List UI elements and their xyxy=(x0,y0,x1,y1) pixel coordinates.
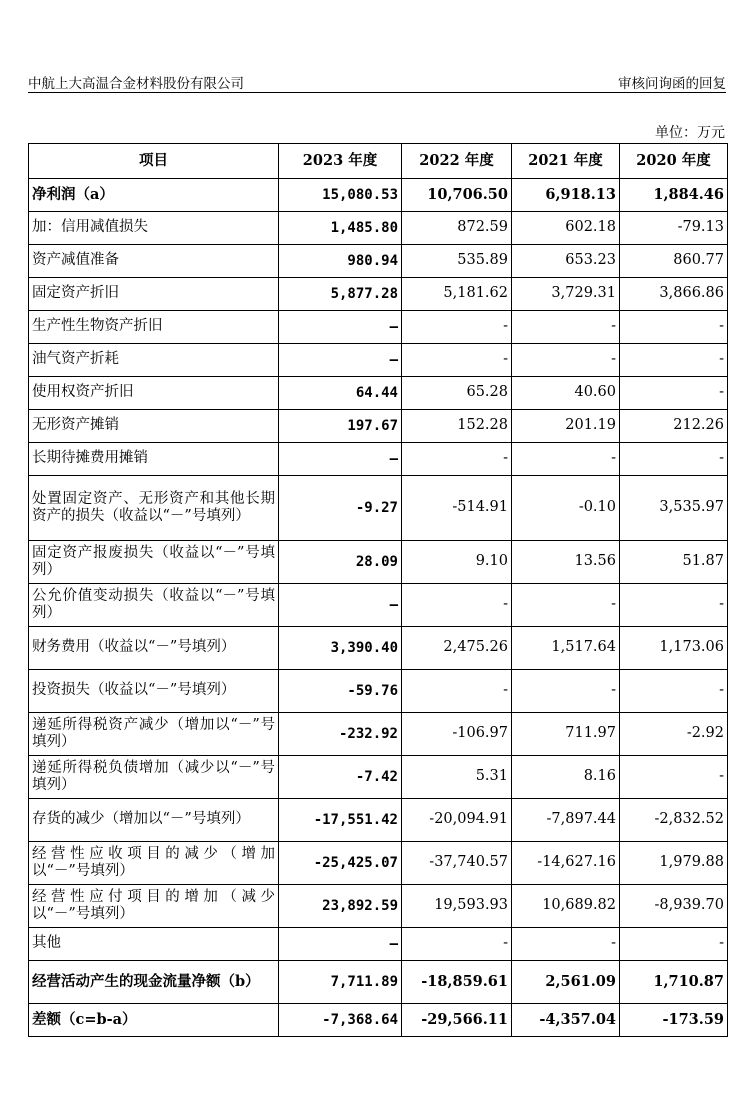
value-2020: -79.13 xyxy=(620,212,728,245)
table-row xyxy=(29,278,728,311)
value-2020: 3,866.86 xyxy=(620,278,728,311)
table-row xyxy=(29,928,728,961)
value-2021: -4,357.04 xyxy=(512,1004,620,1037)
value-2023: – xyxy=(279,443,402,476)
value-2020: - xyxy=(620,377,728,410)
value-2020: 1,884.46 xyxy=(620,179,728,212)
page-header xyxy=(28,72,726,93)
value-2023: 23,892.59 xyxy=(279,885,402,928)
value-2023: 64.44 xyxy=(279,377,402,410)
table-row xyxy=(29,584,728,627)
value-2023: 3,390.40 xyxy=(279,627,402,670)
value-2021: 201.19 xyxy=(512,410,620,443)
row-label: 固定资产报废损失（收益以“－”号填列） xyxy=(29,541,279,584)
unit-label: 单位：万元 xyxy=(655,125,725,141)
value-2021: -0.10 xyxy=(512,476,620,541)
row-label: 投资损失（收益以“－”号填列） xyxy=(29,670,279,713)
table-row xyxy=(29,410,728,443)
document-title: 审核问询函的回复 xyxy=(618,76,726,92)
cash-flow-reconciliation-table xyxy=(28,143,728,1037)
value-2020: - xyxy=(620,443,728,476)
value-2022: 5,181.62 xyxy=(402,278,512,311)
table-row xyxy=(29,1004,728,1037)
table-header-row xyxy=(29,144,728,179)
table-row xyxy=(29,212,728,245)
value-2023: -7.42 xyxy=(279,756,402,799)
value-2020: - xyxy=(620,928,728,961)
value-2021: - xyxy=(512,584,620,627)
value-2020: - xyxy=(620,756,728,799)
row-label: 资产减值准备 xyxy=(29,245,279,278)
row-label: 存货的减少（增加以“－”号填列） xyxy=(29,799,279,842)
value-2021: 711.97 xyxy=(512,713,620,756)
value-2023: 7,711.89 xyxy=(279,961,402,1004)
value-2023: 980.94 xyxy=(279,245,402,278)
value-2020: -2,832.52 xyxy=(620,799,728,842)
value-2023: -232.92 xyxy=(279,713,402,756)
value-2020: - xyxy=(620,670,728,713)
row-label: 其他 xyxy=(29,928,279,961)
value-2023: – xyxy=(279,344,402,377)
value-2022: - xyxy=(402,584,512,627)
value-2022: -18,859.61 xyxy=(402,961,512,1004)
value-2021: - xyxy=(512,928,620,961)
row-label: 生产性生物资产折旧 xyxy=(29,311,279,344)
value-2023: 28.09 xyxy=(279,541,402,584)
company-name: 中航上大高温合金材料股份有限公司 xyxy=(28,76,244,92)
value-2020: 1,979.88 xyxy=(620,842,728,885)
value-2022: - xyxy=(402,344,512,377)
value-2022: 5.31 xyxy=(402,756,512,799)
row-label: 递延所得税资产减少（增加以“－”号填列） xyxy=(29,713,279,756)
value-2023: -7,368.64 xyxy=(279,1004,402,1037)
value-2023: -9.27 xyxy=(279,476,402,541)
row-label: 递延所得税负债增加（减少以“－”号填列） xyxy=(29,756,279,799)
value-2021: - xyxy=(512,311,620,344)
row-label: 经营性应收项目的减少（增加以“－”号填列） xyxy=(29,842,279,885)
value-2020: - xyxy=(620,584,728,627)
value-2021: 602.18 xyxy=(512,212,620,245)
table-row xyxy=(29,713,728,756)
value-2020: 212.26 xyxy=(620,410,728,443)
row-label: 处置固定资产、无形资产和其他长期资产的损失（收益以“－”号填列） xyxy=(29,476,279,541)
value-2021: 8.16 xyxy=(512,756,620,799)
table-row xyxy=(29,179,728,212)
value-2021: 13.56 xyxy=(512,541,620,584)
value-2020: - xyxy=(620,344,728,377)
value-2020: 1,173.06 xyxy=(620,627,728,670)
value-2020: -8,939.70 xyxy=(620,885,728,928)
table-row xyxy=(29,541,728,584)
value-2023: -25,425.07 xyxy=(279,842,402,885)
value-2021: -7,897.44 xyxy=(512,799,620,842)
value-2022: 9.10 xyxy=(402,541,512,584)
value-2020: -173.59 xyxy=(620,1004,728,1037)
value-2022: 2,475.26 xyxy=(402,627,512,670)
value-2020: 3,535.97 xyxy=(620,476,728,541)
value-2021: 6,918.13 xyxy=(512,179,620,212)
value-2023: – xyxy=(279,928,402,961)
column-header-item: 项目 xyxy=(29,144,279,179)
value-2022: - xyxy=(402,928,512,961)
value-2021: 10,689.82 xyxy=(512,885,620,928)
row-label: 公允价值变动损失（收益以“－”号填列） xyxy=(29,584,279,627)
value-2021: 40.60 xyxy=(512,377,620,410)
value-2023: 5,877.28 xyxy=(279,278,402,311)
value-2022: - xyxy=(402,311,512,344)
value-2022: -29,566.11 xyxy=(402,1004,512,1037)
row-label: 差额（c=b-a） xyxy=(29,1004,279,1037)
value-2021: - xyxy=(512,344,620,377)
value-2023: -17,551.42 xyxy=(279,799,402,842)
column-header-2023: 2023 年度 xyxy=(279,144,402,179)
row-label: 经营性应付项目的增加（减少以“－”号填列） xyxy=(29,885,279,928)
value-2022: 872.59 xyxy=(402,212,512,245)
value-2021: 1,517.64 xyxy=(512,627,620,670)
row-label: 长期待摊费用摊销 xyxy=(29,443,279,476)
row-label: 油气资产折耗 xyxy=(29,344,279,377)
value-2021: - xyxy=(512,670,620,713)
row-label: 使用权资产折旧 xyxy=(29,377,279,410)
value-2020: 1,710.87 xyxy=(620,961,728,1004)
table-row xyxy=(29,627,728,670)
value-2022: 10,706.50 xyxy=(402,179,512,212)
table-row xyxy=(29,885,728,928)
value-2023: 15,080.53 xyxy=(279,179,402,212)
value-2023: -59.76 xyxy=(279,670,402,713)
table-row xyxy=(29,311,728,344)
column-header-2020: 2020 年度 xyxy=(620,144,728,179)
table-row xyxy=(29,842,728,885)
table-row xyxy=(29,756,728,799)
table-row xyxy=(29,344,728,377)
value-2022: -20,094.91 xyxy=(402,799,512,842)
row-label: 净利润（a） xyxy=(29,179,279,212)
value-2022: - xyxy=(402,670,512,713)
value-2022: 65.28 xyxy=(402,377,512,410)
value-2023: 197.67 xyxy=(279,410,402,443)
table-row xyxy=(29,443,728,476)
value-2021: 3,729.31 xyxy=(512,278,620,311)
row-label: 固定资产折旧 xyxy=(29,278,279,311)
value-2022: 535.89 xyxy=(402,245,512,278)
value-2022: - xyxy=(402,443,512,476)
value-2021: 653.23 xyxy=(512,245,620,278)
value-2023: – xyxy=(279,311,402,344)
row-label: 财务费用（收益以“－”号填列） xyxy=(29,627,279,670)
table-row xyxy=(29,799,728,842)
table-row xyxy=(29,961,728,1004)
value-2020: 51.87 xyxy=(620,541,728,584)
value-2022: 19,593.93 xyxy=(402,885,512,928)
value-2022: -514.91 xyxy=(402,476,512,541)
value-2023: – xyxy=(279,584,402,627)
table-row xyxy=(29,377,728,410)
column-header-2021: 2021 年度 xyxy=(512,144,620,179)
value-2022: -37,740.57 xyxy=(402,842,512,885)
value-2020: 860.77 xyxy=(620,245,728,278)
row-label: 经营活动产生的现金流量净额（b） xyxy=(29,961,279,1004)
value-2021: 2,561.09 xyxy=(512,961,620,1004)
value-2023: 1,485.80 xyxy=(279,212,402,245)
column-header-2022: 2022 年度 xyxy=(402,144,512,179)
value-2020: -2.92 xyxy=(620,713,728,756)
table-row xyxy=(29,476,728,541)
value-2020: - xyxy=(620,311,728,344)
value-2022: 152.28 xyxy=(402,410,512,443)
row-label: 无形资产摊销 xyxy=(29,410,279,443)
table-row xyxy=(29,245,728,278)
value-2021: -14,627.16 xyxy=(512,842,620,885)
value-2022: -106.97 xyxy=(402,713,512,756)
table-row xyxy=(29,670,728,713)
row-label: 加：信用减值损失 xyxy=(29,212,279,245)
value-2021: - xyxy=(512,443,620,476)
